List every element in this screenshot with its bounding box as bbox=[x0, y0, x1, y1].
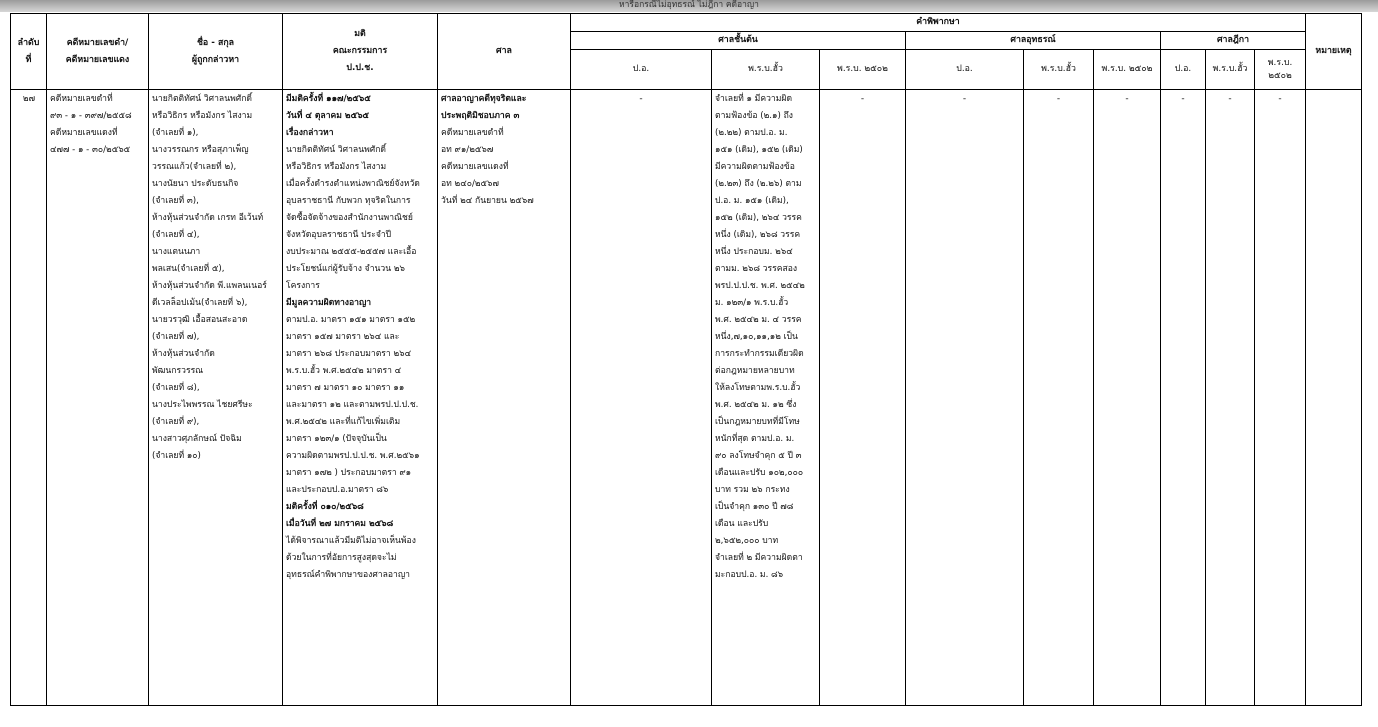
text-line: คดีหมายเลขดำที่ bbox=[50, 94, 113, 104]
header-judgment: คำพิพากษา bbox=[571, 14, 1306, 32]
text-line: การกระทำกรรมเดียวผิด bbox=[715, 349, 804, 359]
row-remark bbox=[1306, 90, 1362, 706]
text-line: (จำเลยที่ ๙), bbox=[152, 417, 200, 427]
text-line: ตามป.อ. มาตรา ๑๕๑ มาตรา ๑๕๒ bbox=[286, 315, 416, 325]
header-first-hua: พ.ร.บ.ฮั้ว bbox=[712, 50, 820, 90]
text-line: ๑๕๑ (เดิม), ๑๕๒ (เดิม) bbox=[715, 145, 803, 155]
text-line: มาตรา ๑๕๗ มาตรา ๒๖๔ และ bbox=[286, 332, 400, 342]
text-line: นางสาวศุภลักษณ์ ปัจฉิม bbox=[152, 434, 242, 444]
text-line: มาตรา ๒๖๘ ประกอบมาตรา ๒๖๔ bbox=[286, 349, 412, 359]
header-court-first: ศาลชั้นต้น bbox=[571, 32, 906, 50]
text-line: งบประมาณ ๒๕๕๕-๒๕๕๗ และเอื้อ bbox=[286, 247, 417, 257]
text-line: ได้พิจารณาแล้วมีมติไม่อาจเห็นพ้อง bbox=[286, 536, 416, 546]
header-name-line-2: ผู้ถูกกล่าวหา bbox=[191, 54, 240, 65]
text-line: มีมูลความผิดทางอาญา bbox=[286, 298, 372, 308]
header-supreme-po: ป.อ. bbox=[1161, 50, 1206, 90]
text-line: นางนัยนา ประดับธนกิจ bbox=[152, 179, 239, 189]
text-line: (จำเลยที่ ๓), bbox=[152, 196, 199, 206]
header-supreme-2502-line-1: พ.ร.บ. bbox=[1267, 57, 1293, 68]
text-line: ต่อกฎหมายหลายบาท bbox=[715, 366, 795, 376]
header-name bbox=[149, 14, 283, 90]
text-line: เป็นจำคุก ๑๓๐ ปี ๗๘ bbox=[715, 502, 794, 512]
header-court: ศาล bbox=[438, 14, 571, 90]
text-line: ศาลอาญาคดีทุจริตและ bbox=[441, 94, 527, 104]
header-appeal-hua: พ.ร.บ.ฮั้ว bbox=[1024, 50, 1094, 90]
text-line: ๒,๖๕๒,๐๐๐ บาท bbox=[715, 536, 779, 546]
text-line: ให้ลงโทษตามพ.ร.บ.ฮั้ว bbox=[715, 383, 801, 393]
text-line: นายกิตติทัศน์ วิศาลนพศักดิ์ bbox=[286, 145, 386, 155]
row-supreme-po: - bbox=[1161, 90, 1206, 706]
text-line: พรป.ป.ป.ช. พ.ศ. ๒๕๔๒ bbox=[715, 281, 805, 291]
text-line: อุบลราชธานี กับพวก ทุจริตในการ bbox=[286, 196, 411, 206]
text-line: หนึ่ง ประกอบม. ๒๖๔ bbox=[715, 247, 793, 257]
text-line: นายวรวุฒิ เอื้อสอนสะอาด bbox=[152, 315, 248, 325]
text-line: หนักที่สุด ตามป.อ. ม. bbox=[715, 434, 795, 444]
case-table bbox=[10, 13, 1362, 706]
text-line: พ.ศ. ๒๕๔๒ ม. ๑๒ ซึ่ง bbox=[715, 400, 797, 410]
text-line: มติครั้งที่ ๐๑๐/๒๕๖๘ bbox=[286, 502, 364, 512]
row-court bbox=[438, 90, 571, 706]
text-line: ความผิดตามพรป.ป.ป.ช. พ.ศ.๒๕๖๑ bbox=[286, 451, 420, 461]
header-case-no bbox=[47, 14, 149, 90]
text-line: มาตรา ๗ มาตรา ๑๐ มาตรา ๑๑ bbox=[286, 383, 405, 393]
header-resolution-line-1: มติ bbox=[354, 29, 366, 39]
text-line: ประโยชน์แก่ผู้รับจ้าง จำนวน ๒๖ bbox=[286, 264, 405, 274]
text-line: มะกอบป.อ. ม. ๘๖ bbox=[715, 570, 784, 580]
text-line: ๔๗๗ - ๑ - ๓๐/๒๕๖๕ bbox=[50, 145, 131, 155]
text-line: และมาตรา ๑๒ และตามพรป.ป.ป.ช. bbox=[286, 400, 419, 410]
row-appeal-2502: - bbox=[1094, 90, 1161, 706]
text-line: (จำเลยที่ ๔), bbox=[152, 230, 200, 240]
row-case-no bbox=[47, 90, 149, 706]
row-supreme-hua: - bbox=[1206, 90, 1255, 706]
header-appeal-po: ป.อ. bbox=[906, 50, 1024, 90]
text-line: ตามฟ้องข้อ (๒.๑) ถึง bbox=[715, 111, 793, 121]
text-line: เรื่องกล่าวหา bbox=[286, 128, 334, 138]
header-appeal-2502: พ.ร.บ. ๒๕๐๒ bbox=[1094, 50, 1161, 90]
text-line: วรรณแก้ว(จำเลยที่ ๒), bbox=[152, 162, 237, 172]
table-row bbox=[11, 90, 1362, 706]
text-line: มาตรา ๑๒๓/๑ (ปัจจุบันเป็น bbox=[286, 434, 387, 444]
text-line: ม. ๑๒๓/๑ พ.ร.บ.ฮั้ว bbox=[715, 298, 789, 308]
text-line: นายกิตติทัศน์ วิศาลนพศักดิ์ bbox=[152, 94, 252, 104]
header-resolution-line-3: ป.ป.ช. bbox=[346, 63, 374, 73]
row-first-po: - bbox=[571, 90, 712, 706]
header-remark: หมายเหตุ bbox=[1306, 14, 1362, 90]
text-line: หรือวิธิกร หรือมังกร ไสงาม bbox=[152, 111, 253, 121]
text-line: ๙๐ ลงโทษจำคุก ๕ ปี ๓ bbox=[715, 451, 802, 461]
row-no: ๒๗ bbox=[11, 90, 47, 706]
text-line: ๑๕๒ (เดิม), ๒๖๔ วรรค bbox=[715, 213, 802, 223]
text-line: (จำเลยที่ ๘), bbox=[152, 383, 200, 393]
text-line: เป็นกฎหมายบทที่มีโทษ bbox=[715, 417, 800, 427]
text-line: บาท รวม ๒๖ กระทง bbox=[715, 485, 790, 495]
text-line: จำเลยที่ ๒ มีความผิดตา bbox=[715, 553, 803, 563]
text-line: ป.อ. ม. ๑๕๑ (เดิม), bbox=[715, 196, 789, 206]
text-line: พ.ศ.๒๕๔๒ และที่แก้ไขเพิ่มเติม bbox=[286, 417, 401, 427]
text-line: (จำเลยที่ ๗), bbox=[152, 332, 200, 342]
header-resolution-line-2: คณะกรรมการ bbox=[332, 46, 388, 56]
header-court-appeal: ศาลอุทธรณ์ bbox=[906, 32, 1161, 50]
header-supreme-hua: พ.ร.บ.ฮั้ว bbox=[1206, 50, 1255, 90]
header-no bbox=[11, 14, 47, 90]
text-line: เมื่อวันที่ ๒๗ มกราคม ๒๕๖๘ bbox=[286, 519, 394, 529]
text-line: คดีหมายเลขดำที่ bbox=[441, 128, 504, 138]
text-line: นางประไพพรรณ ไชยศรีษะ bbox=[152, 400, 253, 410]
text-line: อท ๙๑/๒๕๖๗ bbox=[441, 145, 494, 155]
text-line: (จำเลยที่ ๑๐) bbox=[152, 451, 201, 461]
text-line: หรือวิธิกร หรือมังกร ไสงาม bbox=[286, 162, 387, 172]
text-line: (๒.๒๒) ตามป.อ. ม. bbox=[715, 128, 788, 138]
row-appeal-hua: - bbox=[1024, 90, 1094, 706]
text-line: วันที่ ๔ ตุลาคม ๒๕๖๕ bbox=[286, 111, 370, 121]
text-line: พัฒนกรวรรณ bbox=[152, 366, 204, 376]
text-line: พ.ศ. ๒๕๔๒ ม. ๔ วรรค bbox=[715, 315, 802, 325]
header-no-line-2: ที่ bbox=[25, 54, 32, 65]
text-line: นางแตนนภา bbox=[152, 247, 201, 257]
text-line: ห้างหุ้นส่วนจำกัด พี.แพลนเนอร์ bbox=[152, 281, 267, 291]
header-court-supreme: ศาลฎีกา bbox=[1161, 32, 1306, 50]
text-line: หนึ่ง,๗,๑๐,๑๑,๑๒ เป็น bbox=[715, 332, 798, 342]
text-line: จังหวัดอุบลราชธานี ประจำปี bbox=[286, 230, 392, 240]
text-line: เดือน และปรับ bbox=[715, 519, 769, 529]
row-first-hua bbox=[712, 90, 820, 706]
header-no-line-1: ลำดับ bbox=[17, 37, 40, 48]
row-appeal-po: - bbox=[906, 90, 1024, 706]
header-supreme-2502-line-2: ๒๕๐๒ bbox=[1268, 70, 1292, 81]
header-supreme-2502 bbox=[1255, 50, 1306, 90]
text-line: จำเลยที่ ๑ มีความผิด bbox=[715, 94, 793, 104]
text-line: คดีหมายเลขแดงที่ bbox=[441, 162, 509, 172]
text-line: จัดซื้อจัดจ้างของสำนักงานพาณิชย์ bbox=[286, 213, 413, 223]
header-case-no-line-2: คดีหมายเลขแดง bbox=[65, 54, 130, 65]
header-name-line-1: ชื่อ - สกุล bbox=[196, 37, 235, 48]
text-line: อุทธรณ์คำพิพากษาของศาลอาญา bbox=[286, 570, 410, 580]
text-line: วันที่ ๒๔ กันยายน ๒๕๖๗ bbox=[441, 196, 534, 206]
text-line: นางวรรณกร หรือสุภาเพ็ญ bbox=[152, 145, 249, 155]
header-first-2502: พ.ร.บ. ๒๕๐๒ bbox=[820, 50, 906, 90]
row-resolution bbox=[283, 90, 438, 706]
text-line: และประกอบป.อ.มาตรา ๘๖ bbox=[286, 485, 389, 495]
text-line: ห้างหุ้นส่วนจำกัด bbox=[152, 349, 215, 359]
header-first-po: ป.อ. bbox=[571, 50, 712, 90]
document-caption: หารือกรณีไม่อุทธรณ์ ไม่ฎีกา คดีอาญา bbox=[619, 0, 759, 10]
header-case-no-line-1: คดีหมายเลขดำ/ bbox=[66, 37, 129, 48]
text-line: มาตรา ๑๗๒ ) ประกอบมาตรา ๙๑ bbox=[286, 468, 412, 478]
text-line: โครงการ bbox=[286, 281, 320, 291]
row-first-2502: - bbox=[820, 90, 906, 706]
text-line: มีความผิดตามฟ้องข้อ bbox=[715, 162, 795, 172]
text-line: พลเสน(จำเลยที่ ๕), bbox=[152, 264, 225, 274]
text-line: คดีหมายเลขแดงที่ bbox=[50, 128, 118, 138]
row-supreme-2502: - bbox=[1255, 90, 1306, 706]
text-line: มีมติครั้งที่ ๑๑๗/๒๕๖๕ bbox=[286, 94, 371, 104]
text-line: พ.ร.บ.ฮั้ว พ.ศ.๒๕๔๒ มาตรา ๔ bbox=[286, 366, 402, 376]
text-line: อท ๒๔๐/๒๕๖๗ bbox=[441, 179, 499, 189]
text-line: ห้างหุ้นส่วนจำกัด เกรท อีเว้นท์ bbox=[152, 213, 264, 223]
text-line: (จำเลยที่ ๑), bbox=[152, 128, 199, 138]
text-line: ตามม. ๒๖๘ วรรคสอง bbox=[715, 264, 798, 274]
text-line: ๙๓ - ๑ - ๓๙๗/๒๕๕๘ bbox=[50, 111, 132, 121]
text-line: เดือนและปรับ ๑๐๒,๐๐๐ bbox=[715, 468, 804, 478]
text-line: เมื่อครั้งดำรงตำแหน่งพาณิชย์จังหวัด bbox=[286, 179, 420, 189]
text-line: (๒.๒๓) ถึง (๒.๒๖) ตาม bbox=[715, 179, 802, 189]
header-resolution bbox=[283, 14, 438, 90]
row-names bbox=[149, 90, 283, 706]
text-line: ดีเวลล็อปเม้น(จำเลยที่ ๖), bbox=[152, 298, 248, 308]
text-line: ประพฤติมิชอบภาค ๓ bbox=[441, 111, 520, 121]
text-line: ด้วยในการที่อัยการสูงสุดจะไม่ bbox=[286, 553, 397, 563]
text-line: หนึ่ง (เดิม), ๒๖๘ วรรค bbox=[715, 230, 801, 240]
